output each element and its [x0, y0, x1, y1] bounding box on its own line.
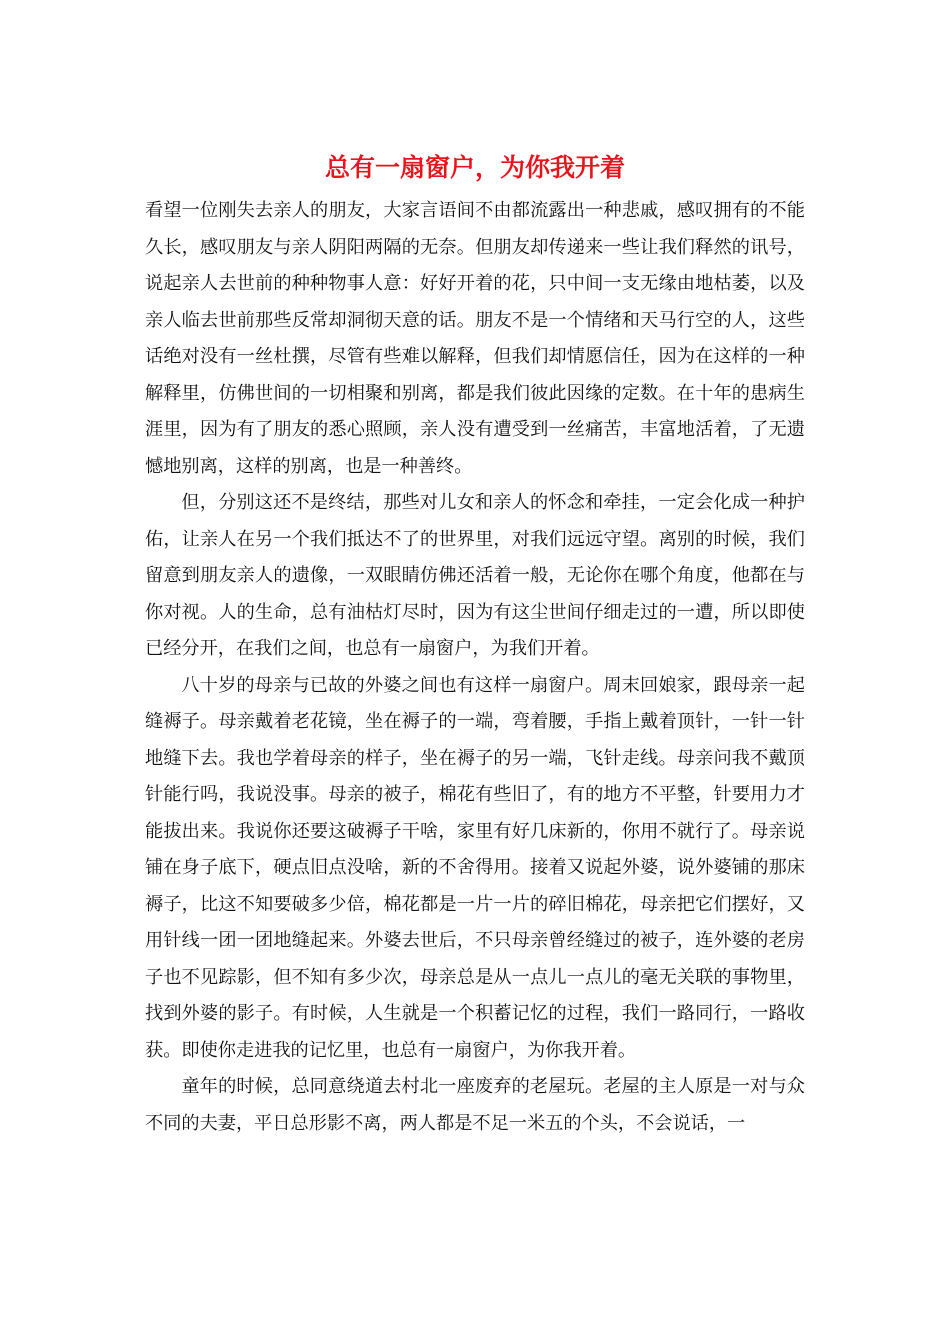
document-title: 总有一扇窗户，为你我开着: [324, 153, 625, 182]
paragraph-4: 童年的时候，总同意绕道去村北一座废弃的老屋玩。老屋的主人原是一对与众不同的夫妻，平日总形影不离，两人都是不足一米五的个头，不会说话，一: [145, 1076, 805, 1134]
article-body: [145, 193, 805, 1142]
paragraph-3: 八十岁的母亲与已故的外婆之间也有这样一扇窗户。周末回娘家，跟母亲一起缝褥子。母亲戴着老花镜，坐在褥子的一端，弯着腰，手指上戴着顶针，一针一针地缝下去。我也学着母亲的样子，坐在褥子的另一端，飞针走线。母亲问我不戴顶针能行吗，我说没事。母亲的被子，棉花有些旧了，有的地方不平整，针要用力才能拔出来。我说你还要这破褥子干啥，家里有好几床新的，你用不就行了。母亲说铺在身子底下，硬点旧点没啥，新的不舍得用。接着又说起外婆，说外婆铺的那床褥子，比这不知要破多少倍，棉花都是一片一片的碎旧棉花，母亲把它们摆好，又用针线一团一团地缝起来。外婆去世后，不只母亲曾经缝过的被子，连外婆的老房子也不见踪影，但不知有多少次，母亲总是从一点儿一点儿的毫无关联的事物里，找到外婆的影子。有时候，人生就是一个积蓄记忆的过程，我们一路同行，一路收获。即使你走进我的记忆里，也总有一扇窗户，为你我开着。: [145, 674, 805, 1061]
paragraph-1: 看望一位刚失去亲人的朋友，大家言语间不由都流露出一种悲戚，感叹拥有的不能久长，感叹朋友与亲人阴阳两隔的无奈。但朋友却传递来一些让我们释然的讯号，说起亲人去世前的种种物事人意：好好开着的花，只中间一支无缘由地枯萎，以及亲人临去世前那些反常却洞彻天意的话。朋友不是一个情绪和天马行空的人，这些话绝对没有一丝杜撰，尽管有些难以解释，但我们却情愿信任，因为在这样的一种解释里，仿佛世间的一切相聚和别离，都是我们彼此因缘的定数。在十年的患病生涯里，因为有了朋友的悉心照顾，亲人没有遭受到一丝痛苦，丰富地活着，了无遗憾地别离，这样的别离，也是一种善终。: [145, 200, 805, 477]
paragraph-2: 但，分别这还不是终结，那些对儿女和亲人的怀念和牵挂，一定会化成一种护佑，让亲人在另一个我们抵达不了的世界里，对我们远远守望。离别的时候，我们留意到朋友亲人的遗像，一双眼睛仿佛还活着一般，无论你在哪个角度，他都在与你对视。人的生命，总有油枯灯尽时，因为有这尘世间仔细走过的一遭，所以即使已经分开，在我们之间，也总有一扇窗户，为我们开着。: [145, 492, 805, 659]
